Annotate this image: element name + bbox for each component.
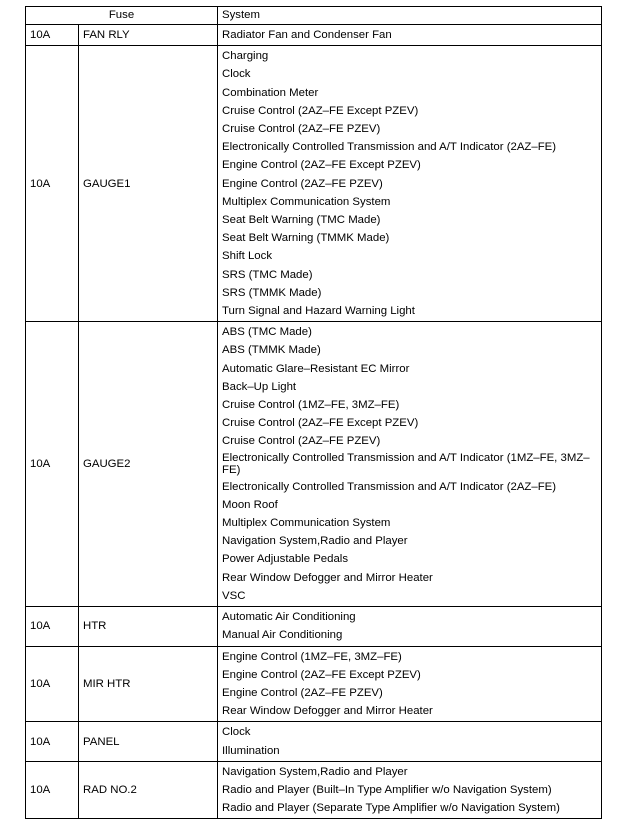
table-row <box>26 646 602 722</box>
system-item: Navigation System,Radio and Player <box>222 765 408 778</box>
system-item: Radiator Fan and Condenser Fan <box>222 29 392 41</box>
system-item: Illumination <box>222 744 280 757</box>
fuse-name: PANEL <box>79 722 218 761</box>
system-item: Cruise Control (2AZ–FE PZEV) <box>222 123 381 136</box>
system-item: Seat Belt Warning (TMMK Made) <box>222 232 390 245</box>
fuse-amperage: 10A <box>26 761 79 819</box>
fuse-name: MIR HTR <box>79 646 218 722</box>
header-row <box>26 7 602 25</box>
system-item: Electronically Controlled Transmission and A/T Indicator (2AZ–FE) <box>222 480 557 493</box>
fuse-name: FAN RLY <box>79 25 218 46</box>
fuse-amperage: 10A <box>26 722 79 761</box>
table-body <box>26 25 602 819</box>
system-item: ABS (TMC Made) <box>222 326 312 339</box>
system-item: Manual Air Conditioning <box>222 629 343 642</box>
system-item: Cruise Control (2AZ–FE PZEV) <box>222 435 381 448</box>
table-row <box>26 722 602 761</box>
system-item: Back–Up Light <box>222 380 297 393</box>
table-row <box>26 322 602 607</box>
system-item: Multiplex Communication System <box>222 517 391 530</box>
fuse-amperage: 10A <box>26 646 79 722</box>
fuse-amperage: 10A <box>26 46 79 322</box>
system-list <box>218 607 602 646</box>
system-item: Cruise Control (2AZ–FE Except PZEV) <box>222 417 419 430</box>
system-item: Engine Control (2AZ–FE Except PZEV) <box>222 668 421 681</box>
system-item: Automatic Glare–Resistant EC Mirror <box>222 362 410 375</box>
system-list <box>218 322 602 607</box>
system-item: Radio and Player (Built–In Type Amplifier w/o Navigation System) <box>222 783 552 796</box>
fuse-name: HTR <box>79 607 218 646</box>
fuse-name: RAD NO.2 <box>79 761 218 819</box>
system-item: Navigation System,Radio and Player <box>222 535 408 548</box>
system-item: ABS (TMMK Made) <box>222 344 321 357</box>
fuse-table <box>25 6 602 819</box>
system-item: SRS (TMMK Made) <box>222 286 322 299</box>
system-item: Automatic Air Conditioning <box>222 611 356 624</box>
system-item: Seat Belt Warning (TMC Made) <box>222 214 381 227</box>
system-item: Engine Control (2AZ–FE PZEV) <box>222 686 383 699</box>
table-row <box>26 46 602 322</box>
system-item: Engine Control (2AZ–FE Except PZEV) <box>222 159 421 172</box>
system-item: Combination Meter <box>222 86 319 99</box>
table-row <box>26 607 602 646</box>
system-item: Cruise Control (1MZ–FE, 3MZ–FE) <box>222 399 400 412</box>
table-row <box>26 25 602 46</box>
system-item: Moon Roof <box>222 498 278 511</box>
system-list <box>218 25 602 46</box>
system-item: Electronically Controlled Transmission and A/T Indicator (2AZ–FE) <box>222 141 557 154</box>
system-list <box>218 46 602 322</box>
fuse-name: GAUGE2 <box>79 322 218 607</box>
table-header <box>26 7 602 25</box>
system-item: Cruise Control (2AZ–FE Except PZEV) <box>222 104 419 117</box>
system-list <box>218 761 602 819</box>
system-item: Engine Control (1MZ–FE, 3MZ–FE) <box>222 650 402 663</box>
system-item: Clock <box>222 726 251 739</box>
system-item: Clock <box>222 68 251 81</box>
system-item: Radio and Player (Separate Type Amplifier w/o Navigation System) <box>222 802 560 815</box>
system-column-header: System <box>218 7 602 25</box>
system-item: Multiplex Communication System <box>222 195 391 208</box>
fuse-name: GAUGE1 <box>79 46 218 322</box>
system-item: Power Adjustable Pedals <box>222 553 349 566</box>
system-item: VSC <box>222 589 246 602</box>
system-list <box>218 646 602 722</box>
fuse-amperage: 10A <box>26 25 79 46</box>
system-list <box>218 722 602 761</box>
system-item: SRS (TMC Made) <box>222 268 313 281</box>
table-row <box>26 761 602 819</box>
system-item: Turn Signal and Hazard Warning Light <box>222 305 415 318</box>
fuse-amperage: 10A <box>26 322 79 607</box>
system-item: Rear Window Defogger and Mirror Heater <box>222 571 433 584</box>
fuse-column-header: Fuse <box>26 7 218 25</box>
system-item: Engine Control (2AZ–FE PZEV) <box>222 177 383 190</box>
system-item: Shift Lock <box>222 250 273 263</box>
fuse-amperage: 10A <box>26 607 79 646</box>
system-item: Charging <box>222 50 269 63</box>
system-item: Rear Window Defogger and Mirror Heater <box>222 705 433 718</box>
system-item: Electronically Controlled Transmission and A/T Indicator (1MZ–FE, 3MZ–FE) <box>222 451 590 477</box>
